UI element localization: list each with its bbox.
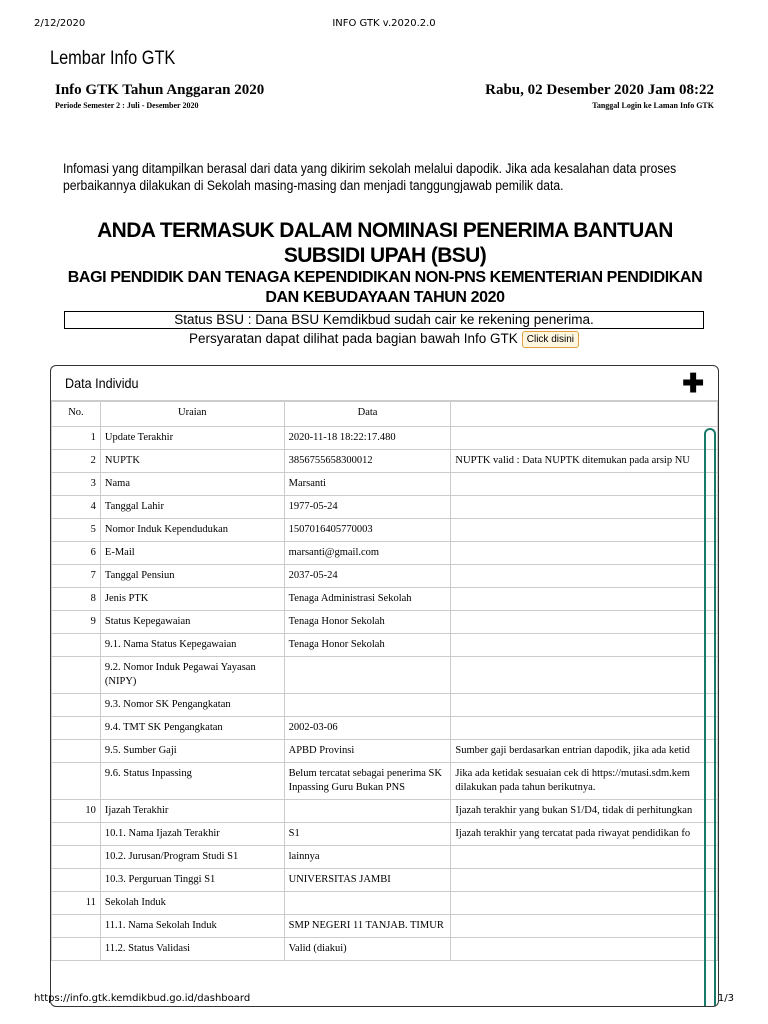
- cell-uraian: E-Mail: [100, 542, 284, 565]
- cell-uraian: 11.1. Nama Sekolah Induk: [100, 915, 284, 938]
- app-title: Lembar Info GTK: [50, 48, 176, 69]
- table-row: [52, 657, 718, 694]
- cell-data: Marsanti: [284, 473, 451, 496]
- cell-note: [451, 869, 718, 892]
- cell-uraian: Tanggal Lahir: [100, 496, 284, 519]
- cell-data: lainnya: [284, 846, 451, 869]
- cell-no: 7: [52, 565, 101, 588]
- cell-data: [284, 800, 451, 823]
- table-row: [52, 542, 718, 565]
- cell-no: [52, 634, 101, 657]
- cell-no: [52, 657, 101, 694]
- cell-data: 1507016405770003: [284, 519, 451, 542]
- cell-data: [284, 892, 451, 915]
- cell-uraian: 10.3. Perguruan Tinggi S1: [100, 869, 284, 892]
- cell-no: [52, 823, 101, 846]
- cell-uraian: 9.3. Nomor SK Pengangkatan: [100, 694, 284, 717]
- cell-no: [52, 740, 101, 763]
- cell-note: [451, 846, 718, 869]
- cell-no: 10: [52, 800, 101, 823]
- login-datetime-label: Tanggal Login ke Laman Info GTK: [592, 101, 714, 110]
- cell-uraian: Nama: [100, 473, 284, 496]
- table-row: [52, 427, 718, 450]
- bsu-status-box: Status BSU : Dana BSU Kemdikbud sudah cair ke rekening penerima.: [64, 311, 704, 329]
- cell-note: [451, 542, 718, 565]
- cell-no: [52, 915, 101, 938]
- print-date: 2/12/2020: [34, 18, 86, 29]
- cell-data: Tenaga Honor Sekolah: [284, 611, 451, 634]
- table-row: [52, 694, 718, 717]
- requirements-line: [64, 330, 704, 348]
- cell-note: [451, 611, 718, 634]
- col-header-note: [451, 402, 718, 427]
- cell-uraian: Nomor Induk Kependudukan: [100, 519, 284, 542]
- cell-uraian: 10.2. Jurusan/Program Studi S1: [100, 846, 284, 869]
- cell-note: [451, 938, 718, 961]
- table-row: [52, 496, 718, 519]
- cell-no: 3: [52, 473, 101, 496]
- col-header-no: No.: [52, 402, 101, 427]
- nomination-title: ANDA TERMASUK DALAM NOMINASI PENERIMA BANTUAN SUBSIDI UPAH (BSU): [97, 219, 673, 267]
- cell-note: [451, 892, 718, 915]
- expand-plus-icon[interactable]: ✚: [682, 368, 704, 398]
- table-row: [52, 892, 718, 915]
- cell-uraian: 9.2. Nomor Induk Pegawai Yayasan (NIPY): [100, 657, 284, 694]
- cell-no: 6: [52, 542, 101, 565]
- cell-note: [451, 496, 718, 519]
- cell-no: 11: [52, 892, 101, 915]
- cell-uraian: NUPTK: [100, 450, 284, 473]
- cell-uraian: 9.1. Nama Status Kepegawaian: [100, 634, 284, 657]
- cell-data: Valid (diakui): [284, 938, 451, 961]
- cell-data: UNIVERSITAS JAMBI: [284, 869, 451, 892]
- cell-data: Belum tercatat sebagai penerima SK Inpassing Guru Bukan PNS: [284, 763, 451, 800]
- cell-uraian: Update Terakhir: [100, 427, 284, 450]
- table-row: [52, 740, 718, 763]
- card-header[interactable]: [51, 366, 718, 401]
- cell-note: Sumber gaji berdasarkan entrian dapodik, jika ada ketid: [451, 740, 718, 763]
- print-url: https://info.gtk.kemdikbud.go.id/dashboard: [34, 993, 251, 1004]
- table-row: [52, 717, 718, 740]
- table-row: [52, 869, 718, 892]
- print-page-number: 1/3: [717, 993, 734, 1004]
- cell-no: 1: [52, 427, 101, 450]
- cell-data: 3856755658300012: [284, 450, 451, 473]
- cell-note: [451, 694, 718, 717]
- cell-note: NUPTK valid : Data NUPTK ditemukan pada arsip NU: [451, 450, 718, 473]
- cell-data: 2020-11-18 18:22:17.480: [284, 427, 451, 450]
- table-row: [52, 800, 718, 823]
- cell-data: Tenaga Honor Sekolah: [284, 634, 451, 657]
- cell-no: [52, 869, 101, 892]
- cell-note: Ijazah terakhir yang tercatat pada riwayat pendidikan fo: [451, 823, 718, 846]
- cell-data: [284, 657, 451, 694]
- cell-data: 1977-05-24: [284, 496, 451, 519]
- table-row: [52, 938, 718, 961]
- scrollbar[interactable]: [704, 428, 716, 1007]
- card-title: Data Individu: [65, 375, 139, 391]
- cell-note: [451, 717, 718, 740]
- cell-uraian: 9.6. Status Inpassing: [100, 763, 284, 800]
- table-row: [52, 634, 718, 657]
- cell-no: [52, 717, 101, 740]
- table-header-row: [52, 402, 718, 427]
- cell-note: [451, 427, 718, 450]
- table-row: [52, 588, 718, 611]
- cell-uraian: 10.1. Nama Ijazah Terakhir: [100, 823, 284, 846]
- header-left: [55, 82, 264, 110]
- click-here-button[interactable]: Click disini: [522, 331, 579, 348]
- table-row: [52, 846, 718, 869]
- table-row: [52, 763, 718, 800]
- info-notice: Infomasi yang ditampilkan berasal dari data yang dikirim sekolah melalui dapodik. Jika ada kesalahan data proses perbaikannya dilakukan di Sekolah masing-masing dan menjadi tanggungjawab pemilik data.: [63, 161, 677, 193]
- budget-year-title: Info GTK Tahun Anggaran 2020: [55, 82, 265, 98]
- data-table: [51, 401, 718, 961]
- cell-no: [52, 694, 101, 717]
- table-row: [52, 473, 718, 496]
- cell-note: [451, 657, 718, 694]
- cell-no: 9: [52, 611, 101, 634]
- cell-data: APBD Provinsi: [284, 740, 451, 763]
- cell-data: SMP NEGERI 11 TANJAB. TIMUR: [284, 915, 451, 938]
- print-title: INFO GTK v.2020.2.0: [332, 18, 436, 29]
- col-header-uraian: Uraian: [100, 402, 284, 427]
- table-row: [52, 450, 718, 473]
- header-right: [485, 82, 714, 110]
- cell-no: [52, 938, 101, 961]
- cell-uraian: Ijazah Terakhir: [100, 800, 284, 823]
- cell-data: 2002-03-06: [284, 717, 451, 740]
- cell-uraian: Status Kepegawaian: [100, 611, 284, 634]
- cell-note: [451, 915, 718, 938]
- cell-uraian: Tanggal Pensiun: [100, 565, 284, 588]
- cell-data: marsanti@gmail.com: [284, 542, 451, 565]
- requirements-text: Persyaratan dapat dilihat pada bagian bawah Info GTK: [189, 331, 518, 346]
- cell-note: [451, 565, 718, 588]
- cell-no: 4: [52, 496, 101, 519]
- cell-data: [284, 694, 451, 717]
- cell-uraian: Jenis PTK: [100, 588, 284, 611]
- cell-note: [451, 473, 718, 496]
- data-individu-card: [50, 365, 719, 1007]
- cell-note: [451, 634, 718, 657]
- table-row: [52, 565, 718, 588]
- cell-note: [451, 588, 718, 611]
- col-header-data: Data: [284, 402, 451, 427]
- cell-note: Ijazah terakhir yang bukan S1/D4, tidak di perhitungkan: [451, 800, 718, 823]
- cell-uraian: Sekolah Induk: [100, 892, 284, 915]
- cell-uraian: 9.5. Sumber Gaji: [100, 740, 284, 763]
- cell-no: [52, 763, 101, 800]
- table-row: [52, 823, 718, 846]
- table-row: [52, 519, 718, 542]
- cell-no: 8: [52, 588, 101, 611]
- cell-uraian: 9.4. TMT SK Pengangkatan: [100, 717, 284, 740]
- cell-data: Tenaga Administrasi Sekolah: [284, 588, 451, 611]
- cell-data: 2037-05-24: [284, 565, 451, 588]
- cell-uraian: 11.2. Status Validasi: [100, 938, 284, 961]
- table-row: [52, 915, 718, 938]
- login-datetime: Rabu, 02 Desember 2020 Jam 08:22: [485, 82, 714, 98]
- cell-no: [52, 846, 101, 869]
- cell-data: S1: [284, 823, 451, 846]
- cell-no: 2: [52, 450, 101, 473]
- cell-no: 5: [52, 519, 101, 542]
- cell-note: [451, 519, 718, 542]
- cell-note: Jika ada ketidak sesuaian cek di https://mutasi.sdm.kem dilakukan pada tahun berikutnya.: [451, 763, 718, 800]
- period-label: Periode Semester 2 : Juli - Desember 2020: [55, 101, 199, 110]
- nomination-subtitle: BAGI PENDIDIK DAN TENAGA KEPENDIDIKAN NON-PNS KEMENTERIAN PENDIDIKAN DAN KEBUDAYAAN TAHUN 2020: [67, 269, 703, 306]
- table-row: [52, 611, 718, 634]
